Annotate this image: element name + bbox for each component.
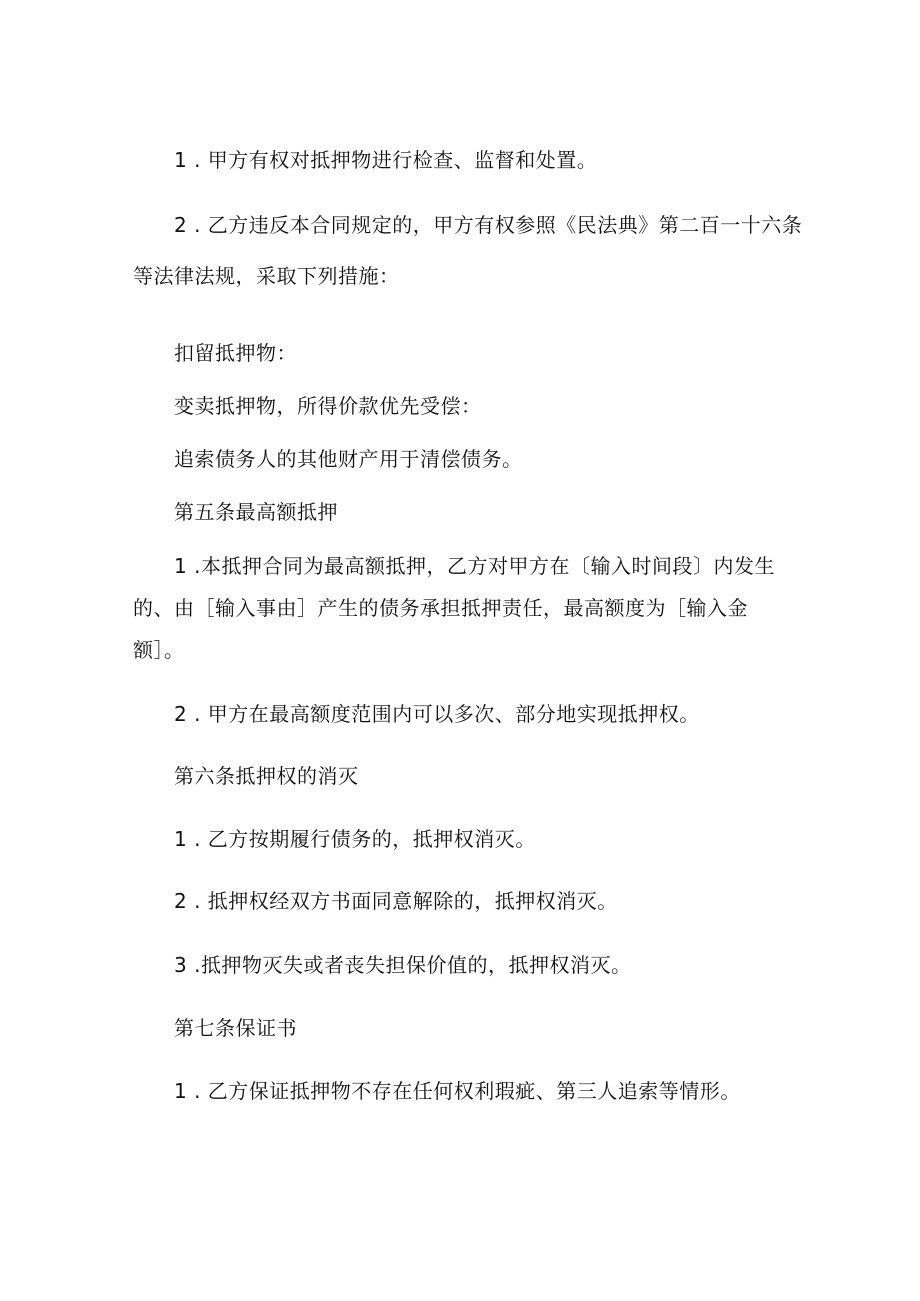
clause-6-item-2: 2 . 抵押权经双方书面同意解除的，抵押权消灭。 — [174, 889, 618, 913]
clause-4-item-2: 2 . 乙方违反本合同规定的，甲方有权参照《民法典》第二百一十六条 — [174, 213, 803, 237]
clause-5-heading: 第五条最高额抵押 — [174, 500, 338, 524]
clause-6-item-1: 1 . 乙方按期履行债务的，抵押权消灭。 — [174, 827, 536, 851]
measure-1: 扣留抵押物： — [174, 341, 297, 365]
clause-5-item-1-cont2: 额］。 — [133, 638, 185, 662]
clause-7-item-1: 1 . 乙方保证抵押物不存在任何权利瑕疵、第三人追索等情形。 — [174, 1079, 741, 1103]
clause-4-item-1: 1 . 甲方有权对抵押物进行检查、监督和处置。 — [174, 148, 598, 172]
measure-2: 变卖抵押物，所得价款优先受偿： — [174, 394, 482, 418]
measure-3: 追索债务人的其他财产用于清偿债务。 — [174, 447, 523, 471]
clause-4-item-2-cont: 等法律法规，采取下列措施： — [133, 264, 400, 288]
clause-5-item-1-cont: 的、由［输入事由］产生的债务承担抵押责任，最高额度为［输入金 — [133, 596, 748, 620]
clause-7-heading: 第七条保证书 — [174, 1016, 297, 1040]
clause-6-item-3: 3 .抵押物灭失或者丧失担保价值的，抵押权消灭。 — [174, 953, 632, 977]
clause-6-heading: 第六条抵押权的消灭 — [174, 764, 359, 788]
clause-5-item-1: 1 .本抵押合同为最高额抵押，乙方对甲方在〔输入时间段〕内发生 — [174, 554, 775, 578]
clause-5-item-2: 2 . 甲方在最高额度范围内可以多次、部分地实现抵押权。 — [174, 702, 700, 726]
